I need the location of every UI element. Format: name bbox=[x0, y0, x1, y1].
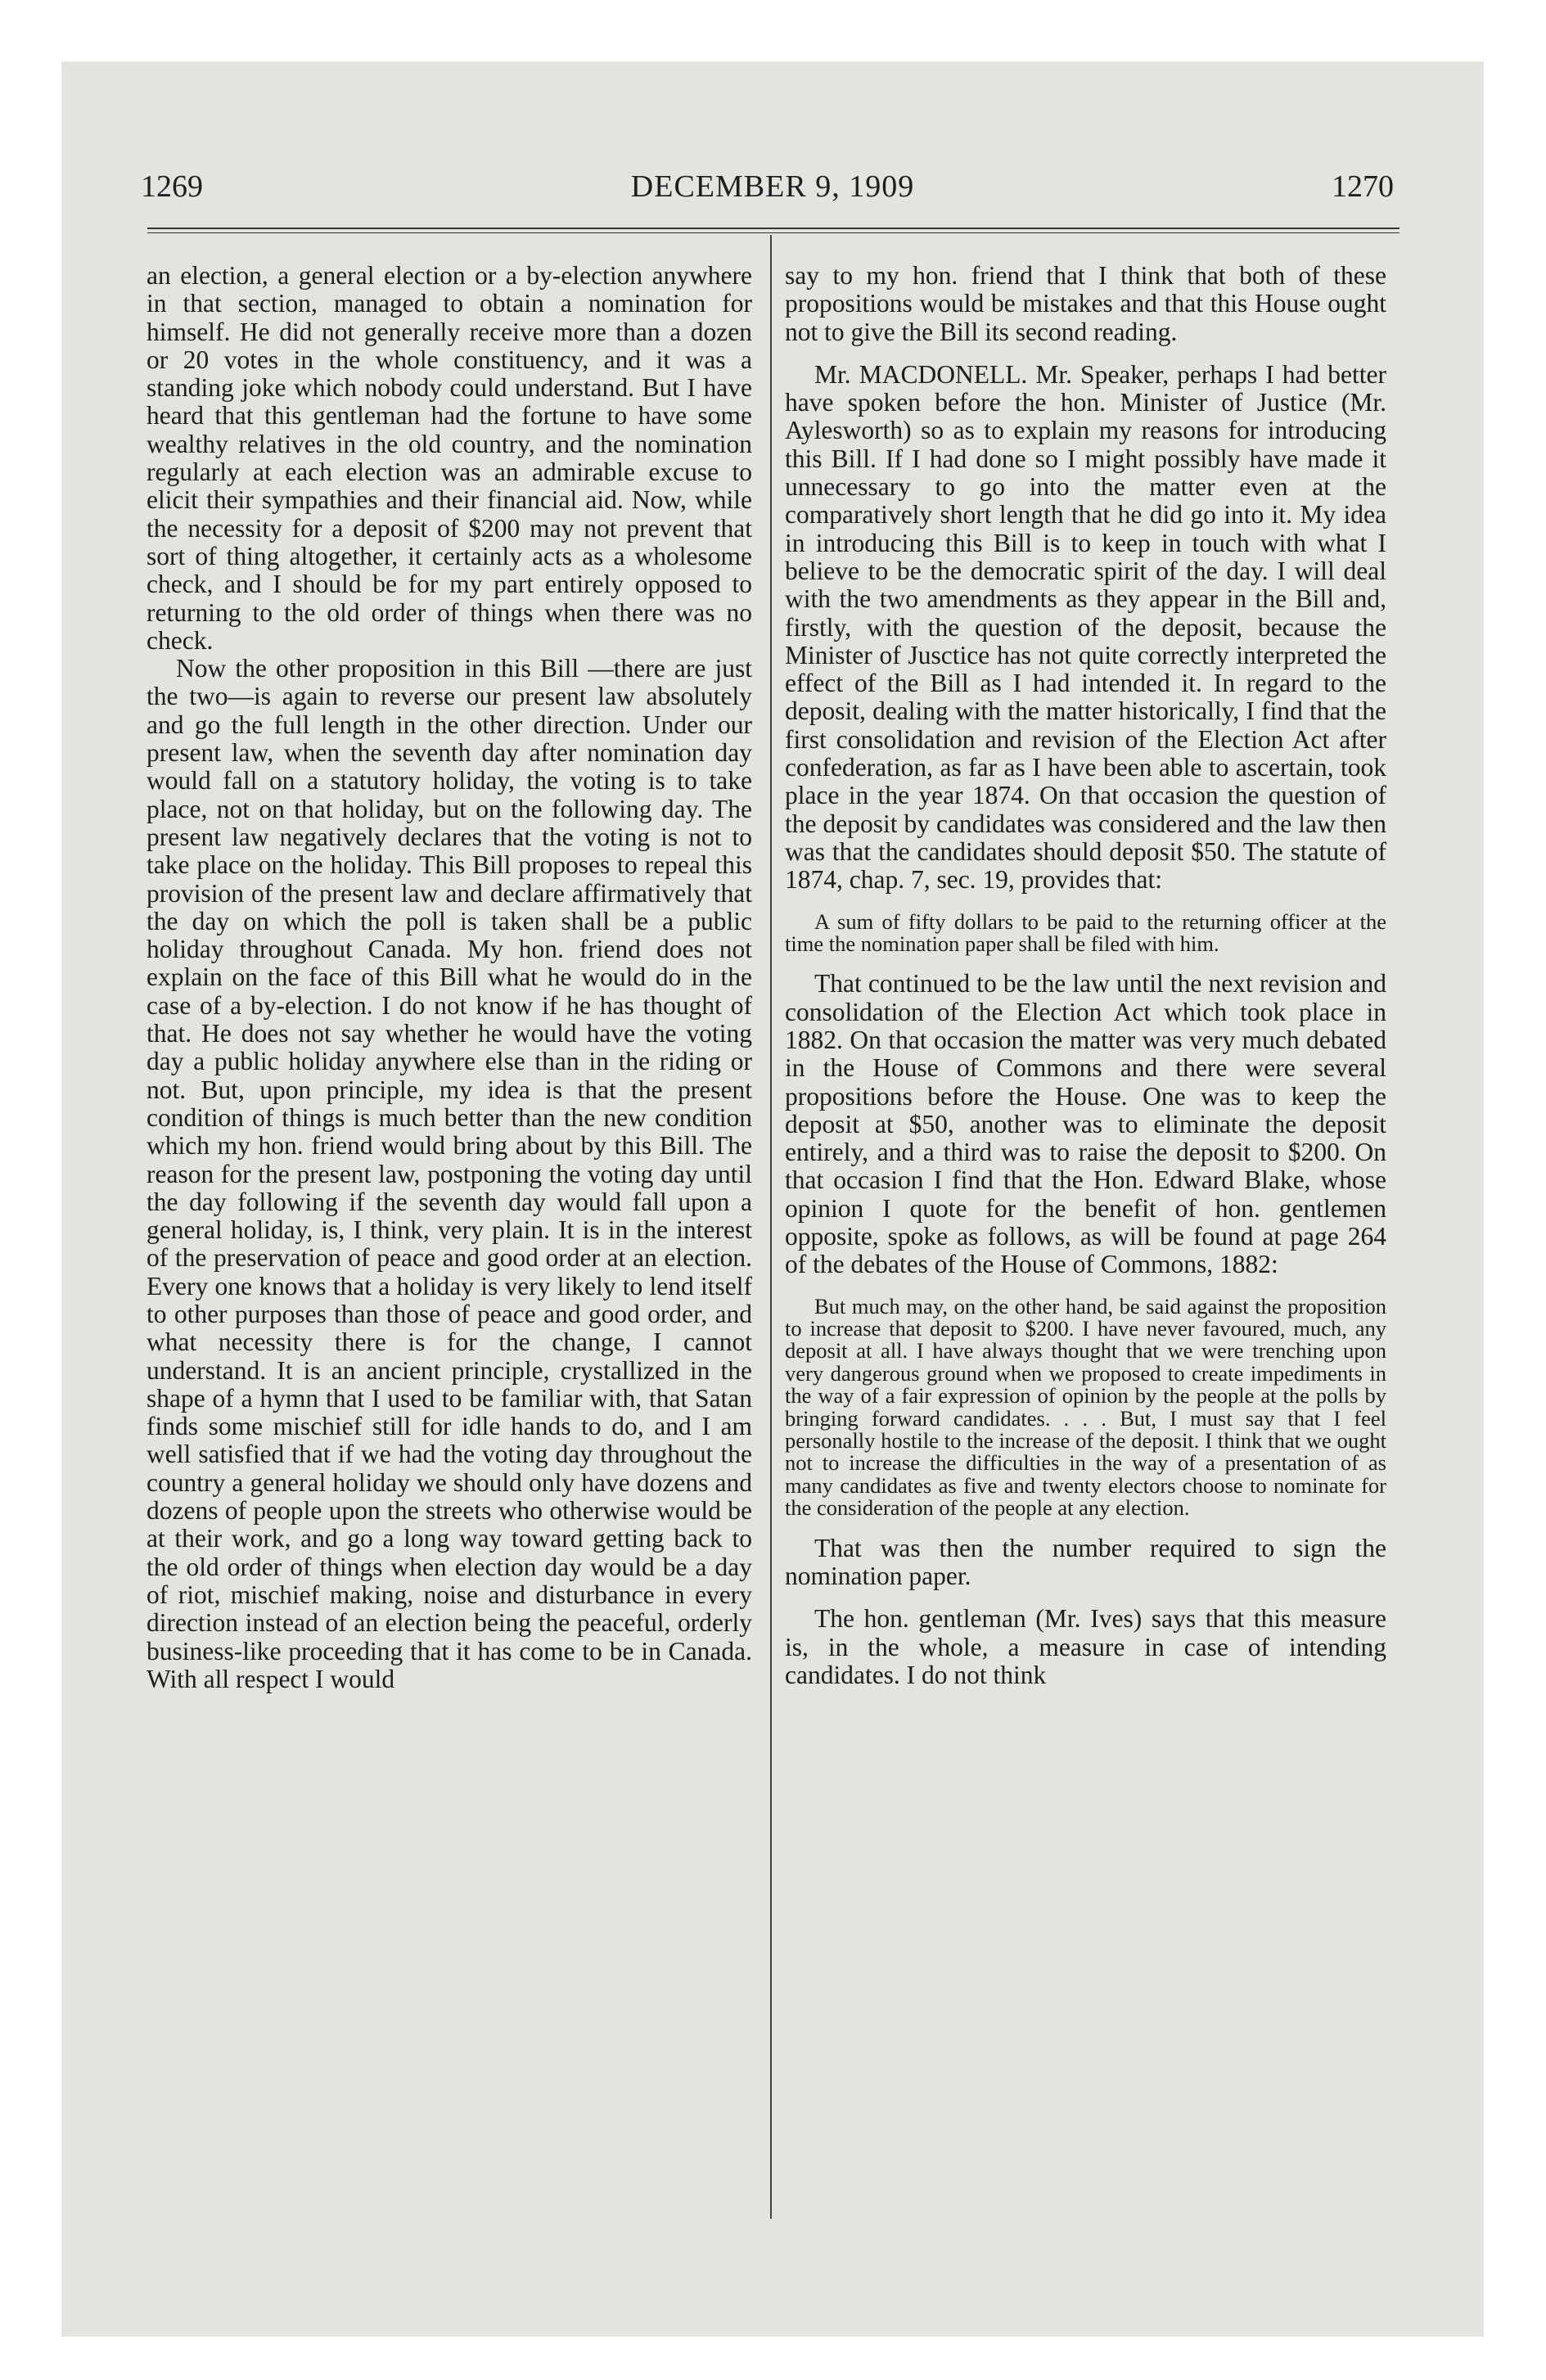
scanned-page bbox=[61, 61, 1484, 2337]
speaker-paragraph: Mr. MACDONELL. Mr. Speaker, perhaps I had better have spoken before the hon. Minister of Justice (Mr. Aylesworth) so as to explain my reasons for introducing this Bill. If I had done so I might possibly have made it unnecessary to go into the matter even at the comparatively short length that he did go into it. My idea in introducing this Bill is to keep in touch with what I believe to be the democratic spirit of the day. I will deal with the two amendments as they appear in the Bill and, firstly, with the question of the deposit, because the Minister of Jusctice has not quite correctly interpreted the effect of the Bill as I had intended it. In regard to the deposit, dealing with the matter historically, I find that the first consolidation and revision of the Election Act after confederation, as far as I have been able to ascertain, took place in the year 1874. On that occasion the question of the deposit by candidates was considered and the law then was that the candidates should deposit $50. The statute of 1874, chap. 7, sec. 19, provides that: bbox=[785, 359, 1386, 895]
paragraph: say to my hon. friend that I think that both of these propositions would be mistakes and that this House ought not to give the Bill its second reading. bbox=[785, 261, 1386, 346]
page-number-right: 1270 bbox=[1332, 169, 1394, 204]
header-rule bbox=[147, 228, 1400, 233]
paragraph: Now the other proposition in this Bill —there are just the two—is again to reverse our present law absolutely and go the full length in the other direction. Under our present law, when the seventh day after nomination day would fall on a statutory holiday, the voting is to take place, not on that holiday, but on the following day. The present law negatively declares that the voting is not to take place on the holiday. This Bill proposes to repeal this provision of the present law and declare affirmatively that the day on which the poll is taken shall be a public holiday throughout Canada. My hon. friend does not explain on the face of this Bill what he would do in the case of a by-election. I do not know if he has thought of that. He does not say whether he would have the voting day a public holiday anywhere else than in the riding or not. But, upon principle, my idea is that the present condition of things is much better than the new condition which my hon. friend would bring about by this Bill. The reason for the present law, postponing the voting day until the day following if the seventh day would fall upon a general holiday, is, I think, very plain. It is in the interest of the preservation of peace and good order at an election. Every one knows that a holiday is very likely to lend itself to other purposes than those of peace and good order, and what necessity there is for the change, I cannot understand. It is an ancient principle, crystallized in the shape of a hymn that I used to be familiar with, that Satan finds some mischief still for idle hands to do, and I am well satisfied that if we had the voting day throughout the country a general holiday we should only have dozens and dozens of people upon the streets who otherwise would be at their work, and go a long way toward getting back to the old order of things when election day would be a day of riot, mischief making, noise and disturbance in every direction instead of an election being the peaceful, orderly business-like proceeding that it has come to be in Canada. With all respect I would bbox=[146, 654, 752, 1693]
left-column bbox=[146, 262, 752, 1693]
right-column bbox=[785, 262, 1386, 1689]
page-number-left: 1269 bbox=[141, 169, 203, 204]
column-divider bbox=[770, 235, 772, 2219]
block-quote: A sum of fifty dollars to be paid to the returning officer at the time the nomination paper shall be filed with him. bbox=[785, 908, 1386, 956]
paragraph: an election, a general election or a by-election anywhere in that section, managed to obtain a nomination for himself. He did not generally receive more than a dozen or 20 votes in the whole constituency, and it was a standing joke which nobody could understand. But I have heard that this gentleman had the fortune to have some wealthy relatives in the old country, and the nomination regularly at each election was an admirable excuse to elicit their sympathies and their financial aid. Now, while the necessity for a deposit of $200 may not prevent that sort of thing altogether, it certainly acts as a wholesome check, and I should be for my part entirely opposed to returning to the old order of things when there was no check. bbox=[146, 261, 752, 655]
paragraph: That was then the number required to sign the nomination paper. bbox=[785, 1533, 1386, 1590]
page-date-header: DECEMBER 9, 1909 bbox=[630, 169, 915, 204]
paragraph: That continued to be the law until the next revision and consolidation of the Election Act which took place in 1882. On that occasion the matter was very much debated in the House of Commons and there were several propositions before the House. One was to keep the deposit at $50, another was to eliminate the deposit entirely, and a third was to raise the deposit to $200. On that occasion I find that the Hon. Edward Blake, whose opinion I quote for the benefit of hon. gentlemen opposite, spoke as follows, as will be found at page 264 of the debates of the House of Commons, 1882: bbox=[785, 969, 1386, 1279]
paragraph: The hon. gentleman (Mr. Ives) says that this measure is, in the whole, a measure in case of intending candidates. I do not think bbox=[785, 1604, 1386, 1689]
block-quote: But much may, on the other hand, be said against the proposition to increase that deposit to $200. I have never favoured, much, any deposit at all. I have always thought that we were trenching upon very dangerous ground when we proposed to create impediments in the way of a fair expression of opinion by the people at the polls by bringing forward candidates. . . . But, I must say that I feel personally hostile to the increase of the deposit. I think that we ought not to increase the difficulties in the way of a presentation of as many candidates as five and twenty electors choose to nominate for the consideration of the people at any election. bbox=[785, 1293, 1386, 1521]
